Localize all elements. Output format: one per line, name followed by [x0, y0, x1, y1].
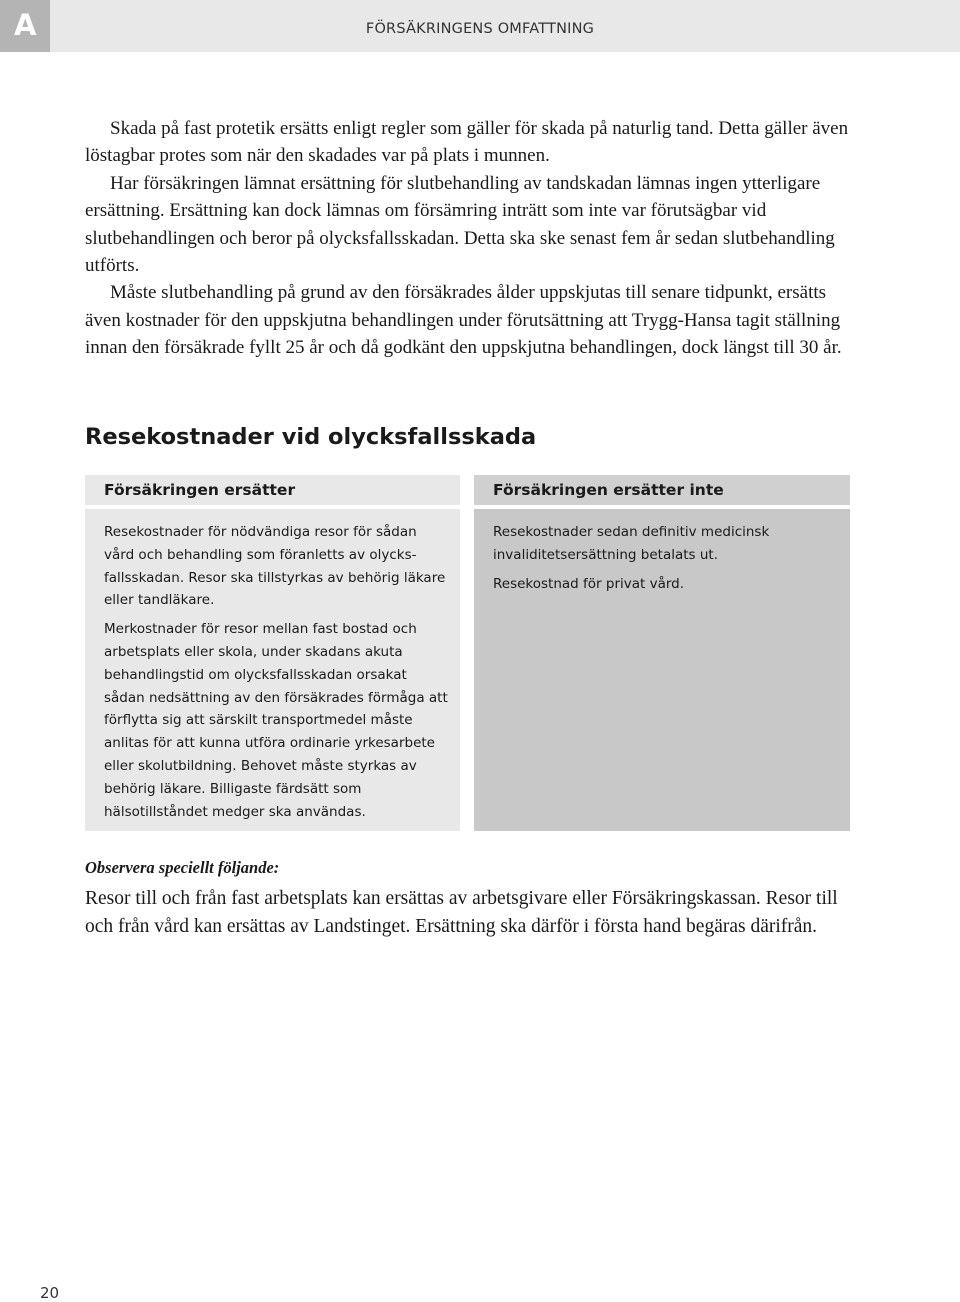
covered-column	[85, 475, 460, 831]
not-covered-column	[474, 475, 850, 831]
observe-text: Resor till och från fast arbetsplats kan ersättas av arbetsgivare eller Försäkringskassan. Resor till och från vård kan ersättas av Landstinget. Ersättning ska därför i första hand begäras därifrån.	[85, 888, 838, 937]
not-covered-item: Resekostnader sedan definitiv medicinsk invaliditetsersättning betalats ut.	[493, 524, 770, 563]
body-text	[85, 115, 865, 362]
covered-item: Merkostnader för resor mellan fast bostad och arbetsplats eller skola, under skadans akuta behandlingstid om olycksfallsskadan orsakat sådan nedsättning av den försäkrades förmåga att förflytta sig att särskilt transportmedel måste anlitas för att kunna utföra ordinarie yrkesarbete eller skolutbildning. Behovet måste styrkas av behörig läkare. Billigaste färdsätt som hälsotillståndet medger ska användas.	[104, 621, 448, 820]
covered-header: Försäkringen ersätter	[85, 475, 460, 505]
covered-body	[85, 509, 460, 831]
observe-heading: Observera speciellt följande:	[85, 858, 280, 877]
body-paragraph: Skada på fast protetik ersätts enligt regler som gäller för skada på naturlig tand. Detta gäller även löstagbar protes som när den skadades var på plats i munnen.	[85, 118, 849, 167]
covered-item: Resekostnader för nödvändiga resor för sådan vård och behandling som föranletts av olycks-fallsskadan. Resor ska tillstyrkas av behörig läkare eller tandläkare.	[104, 524, 446, 609]
not-covered-item: Resekostnad för privat vård.	[493, 575, 685, 592]
body-paragraph: Har försäkringen lämnat ersättning för slutbehandling av tandskadan lämnas ingen ytterligare ersättning. Ersättning kan dock lämnas om försämring inträtt som inte var förutsägbar vid slutbehandlingen och beror på olycksfallsskadan. Detta ska ske senast fem år sedan slutbehandling utförts.	[85, 172, 835, 277]
section-heading: Resekostnader vid olycksfallsskada	[85, 424, 537, 450]
page-number: 20	[40, 1284, 60, 1302]
not-covered-header: Försäkringen ersätter inte	[474, 475, 850, 505]
page-header	[0, 0, 960, 52]
body-paragraph: Måste slutbehandling på grund av den försäkrades ålder uppskjutas till senare tidpunkt, ersätts även kostnader för den uppskjutna behandlingen under förutsättning att Trygg-Hansa tagit ställning innan den försäkrade fyllt 25 år och då godkänt den uppskjutna behandlingen, dock längst till 30 år.	[85, 282, 842, 359]
not-covered-body	[474, 509, 850, 831]
header-title: FÖRSÄKRINGENS OMFATTNING	[365, 21, 595, 37]
section-letter: A	[14, 8, 37, 42]
